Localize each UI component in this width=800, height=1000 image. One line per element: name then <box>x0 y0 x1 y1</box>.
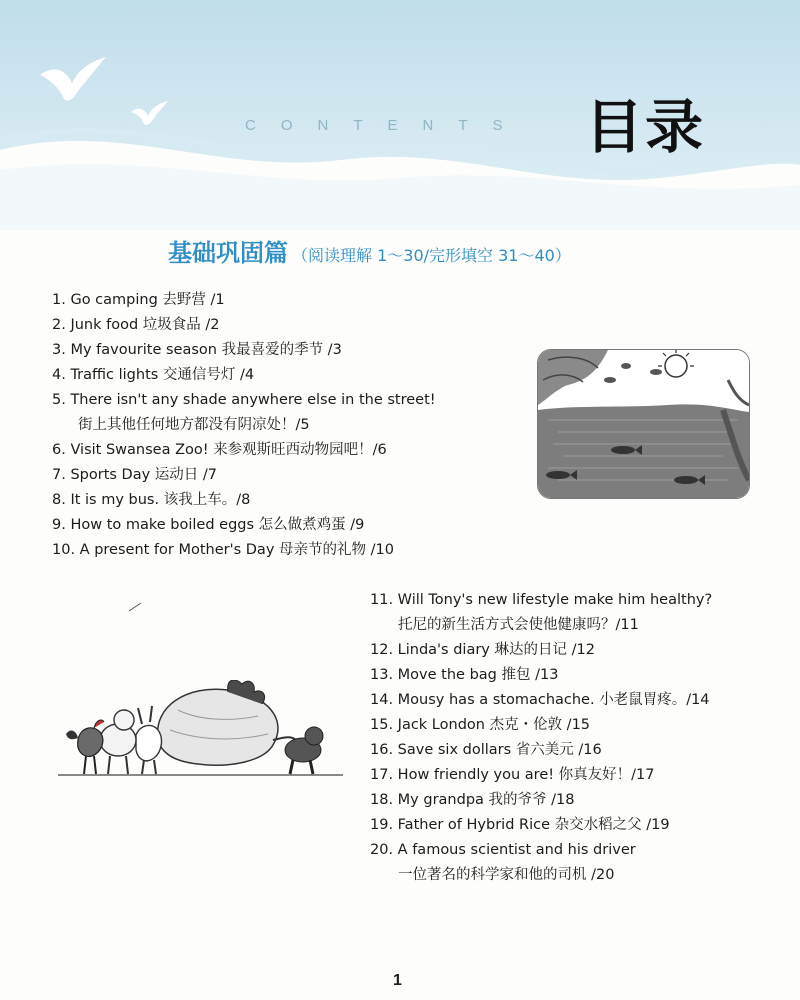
toc-item-number: 15. <box>370 717 394 733</box>
section-title: 基础巩固篇 <box>168 239 288 267</box>
toc-right-list <box>370 588 712 888</box>
toc-item-subtitle: 托尼的新生活方式会使他健康吗？/11 <box>398 617 639 633</box>
pond-fish-illustration <box>537 349 750 499</box>
toc-item[interactable] <box>52 463 436 488</box>
toc-item-title: There isn't any shade anywhere else in the street! <box>70 392 436 408</box>
section-heading <box>168 233 571 268</box>
toc-item-number: 6. <box>52 442 66 458</box>
section-subtitle: （阅读理解 1～30/完形填空 31～40） <box>292 246 571 265</box>
toc-left-list <box>52 288 436 563</box>
toc-item[interactable] <box>370 738 712 763</box>
page-number: 1 <box>393 972 402 989</box>
toc-item-title: Mousy has a stomachache. 小老鼠胃疼。/14 <box>397 692 710 708</box>
toc-item[interactable] <box>52 513 436 538</box>
toc-item-title: Visit Swansea Zoo! 来参观斯旺西动物园吧！/6 <box>70 442 387 458</box>
toc-item-number: 10. <box>52 542 76 558</box>
toc-item[interactable] <box>52 363 436 388</box>
toc-item-title: How friendly you are! 你真友好！/17 <box>397 767 655 783</box>
toc-item-title: Linda's diary 琳达的日记 /12 <box>397 642 595 658</box>
toc-item-number: 12. <box>370 642 394 658</box>
toc-item[interactable] <box>370 638 712 663</box>
toc-item[interactable] <box>52 388 436 438</box>
toc-item[interactable] <box>52 538 436 563</box>
toc-item[interactable] <box>52 288 436 313</box>
toc-item-number: 16. <box>370 742 394 758</box>
toc-item-title: My favourite season 我最喜爱的季节 /3 <box>70 342 342 358</box>
pencil-mark-icon <box>128 602 142 612</box>
toc-item-title: Will Tony's new lifestyle make him healthy? <box>397 592 713 608</box>
toc-item-title: Junk food 垃圾食品 /2 <box>70 317 220 333</box>
toc-item[interactable] <box>370 763 712 788</box>
toc-item-title: My grandpa 我的爷爷 /18 <box>397 792 575 808</box>
toc-item-title: Jack London 杰克・伦敦 /15 <box>397 717 591 733</box>
toc-item[interactable] <box>370 663 712 688</box>
toc-item-title: Sports Day 运动日 /7 <box>70 467 218 483</box>
toc-item-title: Father of Hybrid Rice 杂交水稻之父 /19 <box>397 817 670 833</box>
toc-item-number: 2. <box>52 317 66 333</box>
toc-item-number: 7. <box>52 467 66 483</box>
toc-item-number: 17. <box>370 767 394 783</box>
toc-item-title: Save six dollars 省六美元 /16 <box>397 742 602 758</box>
toc-item-number: 11. <box>370 592 394 608</box>
toc-item[interactable] <box>370 838 712 888</box>
toc-item-title: A famous scientist and his driver <box>397 842 636 858</box>
contents-label: CONTENTS <box>245 117 528 134</box>
toc-item[interactable] <box>52 313 436 338</box>
toc-item[interactable] <box>370 588 712 638</box>
toc-item-number: 13. <box>370 667 394 683</box>
toc-item-number: 3. <box>52 342 66 358</box>
toc-item-title: Move the bag 推包 /13 <box>397 667 559 683</box>
toc-item-subtitle: 街上其他任何地方都没有阴凉处！/5 <box>78 417 310 433</box>
toc-item-number: 8. <box>52 492 66 508</box>
toc-item-number: 5. <box>52 392 66 408</box>
toc-item-title: A present for Mother's Day 母亲节的礼物 /10 <box>79 542 394 558</box>
toc-item[interactable] <box>52 338 436 363</box>
toc-item-subtitle: 一位著名的科学家和他的司机 /20 <box>398 867 615 883</box>
toc-item[interactable] <box>370 713 712 738</box>
toc-item[interactable] <box>370 813 712 838</box>
bird-icon <box>38 55 108 110</box>
toc-item-number: 20. <box>370 842 394 858</box>
toc-item-number: 18. <box>370 792 394 808</box>
toc-item-number: 19. <box>370 817 394 833</box>
toc-item-title: It is my bus. 该我上车。/8 <box>70 492 251 508</box>
toc-item[interactable] <box>370 688 712 713</box>
bird-icon <box>130 100 170 130</box>
toc-item[interactable] <box>52 438 436 463</box>
toc-item-title: Go camping 去野营 /1 <box>70 292 225 308</box>
toc-item-title: How to make boiled eggs 怎么做煮鸡蛋 /9 <box>70 517 365 533</box>
toc-item-number: 14. <box>370 692 394 708</box>
toc-item-number: 9. <box>52 517 66 533</box>
toc-item[interactable] <box>52 488 436 513</box>
animals-pushing-sack-illustration <box>58 680 348 785</box>
page-title: 目录 <box>585 93 706 161</box>
toc-item[interactable] <box>370 788 712 813</box>
toc-item-title: Traffic lights 交通信号灯 /4 <box>70 367 255 383</box>
toc-item-number: 4. <box>52 367 66 383</box>
toc-item-number: 1. <box>52 292 66 308</box>
